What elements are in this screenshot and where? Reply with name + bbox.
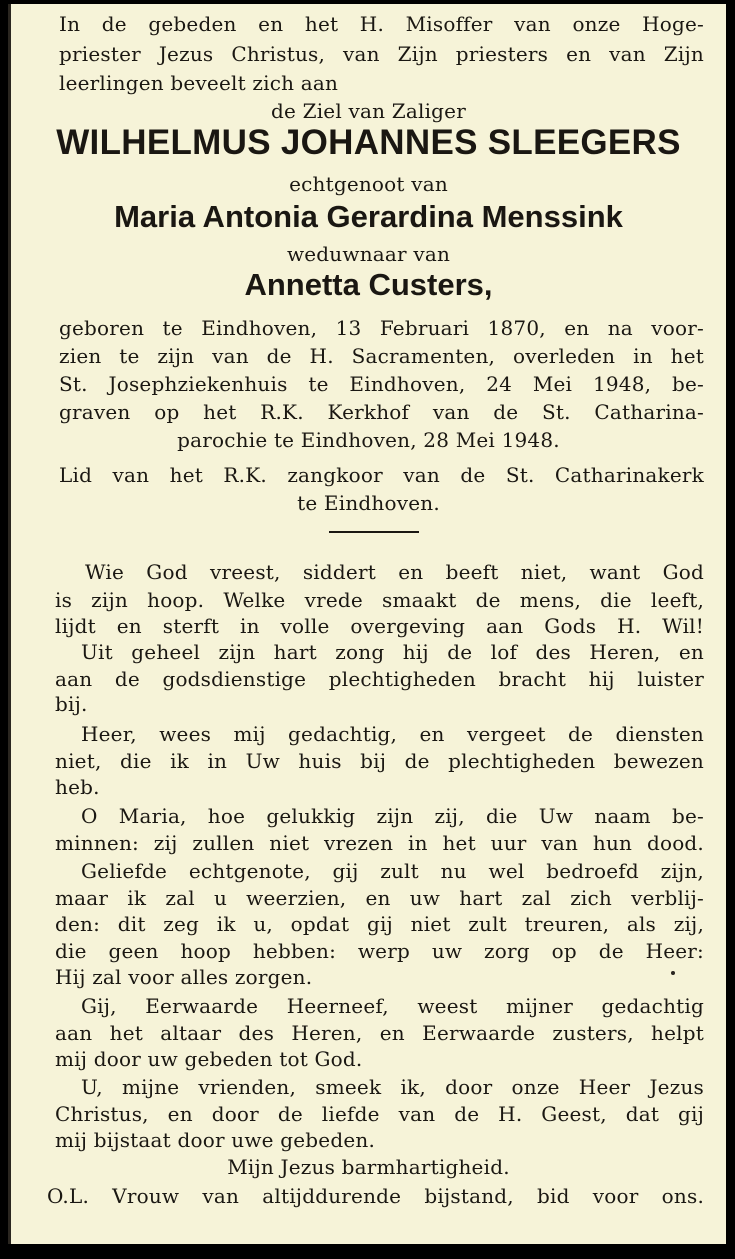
p5-line-2: maar ik zal u weerzien, en uw hart zal zich verblij-: [55, 886, 704, 910]
closing-prayer-1: Mijn Jezus barmhartigheid.: [227, 1155, 510, 1179]
bio-line-2: zien te zijn van de H. Sacramenten, overleden in het: [59, 344, 704, 368]
bio-line-6: Lid van het R.K. zangkoor van de St. Catharinakerk: [59, 463, 704, 487]
p3-line-1: Heer, wees mij gedachtig, en vergeet de diensten: [81, 722, 704, 746]
bio-line-1: geboren te Eindhoven, 13 Februari 1870, en na voor-: [59, 316, 704, 340]
p2-line-2: aan de godsdienstige plechtigheden bracht hij luister: [55, 667, 704, 691]
divider: [329, 531, 419, 533]
p6-line-2: aan het altaar des Heren, en Eerwaarde zusters, helpt: [55, 1021, 704, 1045]
widower-intro: weduwnaar van: [286, 242, 451, 266]
p6-line-1: Gij, Eerwaarde Heerneef, weest mijner gedachtig: [81, 994, 704, 1018]
memorial-card: [8, 4, 726, 1244]
p1-line-1: Wie God vreest, siddert en beeft niet, want God: [85, 560, 704, 584]
p1-line-3: lijdt en sterft in volle overgeving aan Gods H. Wil!: [55, 614, 704, 638]
p1-line-2: is zijn hoop. Welke vrede smaakt de mens, die leeft,: [55, 588, 704, 612]
header-line-4: de Ziel van Zaliger: [271, 99, 466, 123]
p4-line-1: O Maria, hoe gelukkig zijn zij, die Uw naam be-: [81, 804, 704, 828]
p7-line-3: mij bijstaat door uwe gebeden.: [55, 1128, 376, 1152]
bio-line-3: St. Josephziekenhuis te Eindhoven, 24 Mei 1948, be-: [59, 372, 704, 396]
p3-line-3: heb.: [55, 775, 100, 799]
p5-line-1: Geliefde echtgenote, gij zult nu wel bedroefd zijn,: [81, 859, 704, 883]
deceased-name: WILHELMUS JOHANNES SLEEGERS: [56, 123, 681, 162]
p3-line-2: niet, die ik in Uw huis bij de plechtigheden bewezen: [55, 749, 704, 773]
header-line-1: In de gebeden en het H. Misoffer van onze Hoge-: [59, 12, 704, 36]
p2-line-3: bij.: [55, 692, 88, 716]
bio-line-7: te Eindhoven.: [297, 491, 440, 515]
p2-line-1: Uit geheel zijn hart zong hij de lof des Heren, en: [81, 640, 704, 664]
p6-line-3: mij door uw gebeden tot God.: [55, 1047, 363, 1071]
p4-line-2: minnen: zij zullen niet vrezen in het uur van hun dood.: [55, 831, 704, 855]
bio-line-4: graven op het R.K. Kerkhof van de St. Catharina-: [59, 400, 704, 424]
spouse-intro: echtgenoot van: [289, 172, 448, 196]
spouse-name: Maria Antonia Gerardina Menssink: [114, 199, 623, 234]
p7-line-1: U, mijne vrienden, smeek ik, door onze Heer Jezus: [81, 1075, 704, 1099]
p7-line-2: Christus, en door de liefde van de H. Geest, dat gij: [55, 1102, 704, 1126]
p5-line-3: den: dit zeg ik u, opdat gij niet zult treuren, als zij,: [55, 912, 704, 936]
p5-line-5: Hij zal voor alles zorgen.: [55, 965, 313, 989]
p5-line-4: die geen hoop hebben: werp uw zorg op de Heer:: [55, 939, 704, 963]
header-line-3: leerlingen beveelt zich aan: [59, 71, 339, 95]
ink-speck: [671, 971, 675, 975]
closing-prayer-2: O.L. Vrouw van altijddurende bijstand, bid voor ons.: [47, 1184, 704, 1208]
header-line-2: priester Jezus Christus, van Zijn priesters en van Zijn: [59, 42, 704, 66]
bio-line-5: parochie te Eindhoven, 28 Mei 1948.: [177, 428, 560, 452]
first-wife-name: Annetta Custers,: [244, 267, 493, 302]
